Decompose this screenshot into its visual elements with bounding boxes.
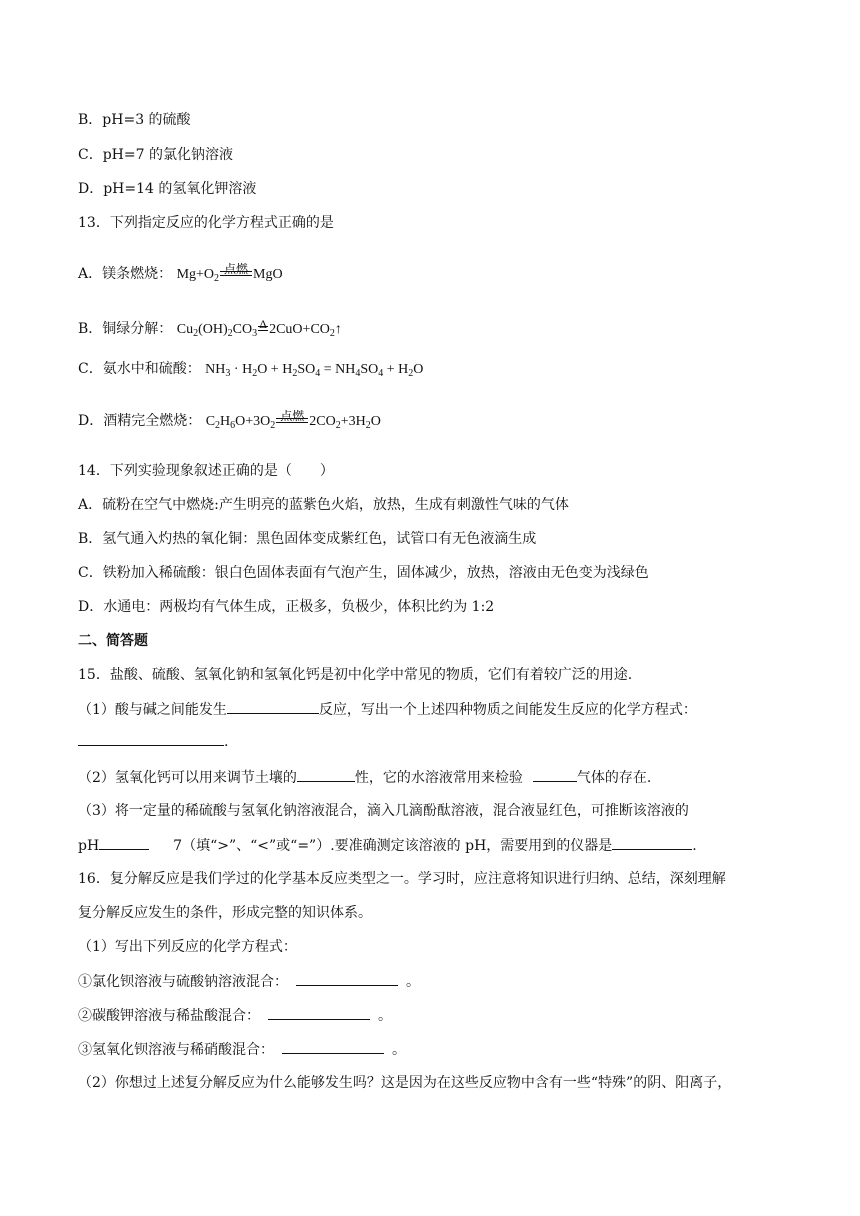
answer-blank[interactable]	[268, 1005, 370, 1020]
q12-option-c: C．pH=7 的氯化钠溶液	[78, 147, 233, 163]
answer-blank[interactable]	[99, 835, 149, 850]
q16-part1: （1）写出下列反应的化学方程式：	[78, 939, 297, 955]
equation-mg-combustion: $Mg+O_2$ 点燃 MgO	[176, 262, 283, 284]
section-heading: 二、简答题	[78, 633, 148, 649]
answer-blank[interactable]	[612, 835, 692, 850]
answer-blank[interactable]	[297, 767, 355, 782]
q16-part1-item2: ②碳酸钾溶液与稀盐酸混合： 。	[78, 1005, 392, 1026]
q13-option-a	[78, 264, 283, 285]
condition-heat: Δ	[259, 317, 267, 331]
q15-part2: （2）氢氧化钙可以用来调节土壤的 性，它的水溶液常用来检验 气体的存在.	[78, 767, 651, 788]
q14-option-d: D．水通电：两极均有气体生成，正极多，负极少，体积比约为 1:2	[78, 599, 495, 615]
option-label: B．铜绿分解：	[78, 321, 173, 337]
answer-blank[interactable]	[296, 971, 398, 986]
q16-part1-item1: ①氯化钡溶液与硫酸钠溶液混合： 。	[78, 971, 420, 992]
answer-blank[interactable]	[78, 731, 224, 746]
q15-part3-continued: pH 7（填“>”、“<”或“=”）.要准确测定该溶液的 pH，需要用到的仪器是 .	[78, 835, 697, 856]
q14-option-c: C．铁粉加入稀硫酸：银白色固体表面有气泡产生，固体减少，放热，溶液由无色变为浅绿色	[78, 565, 649, 581]
q13-option-b	[78, 319, 342, 340]
q15-part3: （3）将一定量的稀硫酸与氢氧化钠溶液混合，滴入几滴酚酞溶液，混合液显红色，可推断该溶液的	[78, 803, 689, 819]
answer-blank[interactable]	[533, 767, 577, 782]
gas-arrow-icon: ↑	[334, 322, 342, 337]
equation-copper-green-decomposition: $Cu_2(OH)_2CO_3$ Δ $2CuO+CO_2↑$	[176, 317, 342, 339]
q16-stem-continued: 复分解反应发生的条件，形成完整的知识体系。	[78, 905, 372, 921]
answer-blank[interactable]	[282, 1039, 384, 1054]
q16-part2: （2）你想过上述复分解反应为什么能够发生吗？这是因为在这些反应物中含有一些“特殊”的阴、阳离子，	[78, 1075, 732, 1091]
equation-ammonia-neutralization: $NH_3 \cdot H_2O + H_2SO_4 = NH_4SO_4 + H_2O$	[205, 362, 424, 379]
q12-option-b: B．pH=3 的硫酸	[78, 112, 191, 128]
q15-part1: （1）酸与碱之间能发生 反应，写出一个上述四种物质之间能发生反应的化学方程式：	[78, 699, 697, 720]
option-label: C．氨水中和硫酸：	[78, 361, 201, 377]
condition-ignite: 点燃	[276, 412, 308, 432]
condition-ignite: 点燃	[220, 265, 252, 285]
q13-stem: 13．下列指定反应的化学方程式正确的是	[78, 215, 334, 231]
q16-part1-item3: ③氢氧化钡溶液与稀硝酸混合： 。	[78, 1039, 406, 1060]
q13-option-c	[78, 359, 423, 380]
q15-stem: 15．盐酸、硫酸、氢氧化钠和氢氧化钙是初中化学中常见的物质，它们有着较广泛的用途.	[78, 667, 633, 683]
answer-blank[interactable]	[227, 699, 319, 714]
equation-ethanol-combustion: $C_2H_6O+3O_2$ 点燃 $2CO_2+3H_2O$	[205, 409, 381, 431]
option-label: A．镁条燃烧：	[78, 266, 173, 282]
q14-stem: 14．下列实验现象叙述正确的是（ ）	[78, 463, 334, 479]
q14-option-b: B．氢气通入灼热的氧化铜：黑色固体变成紫红色，试管口有无色液滴生成	[78, 531, 537, 547]
q14-option-a: A．硫粉在空气中燃烧:产生明亮的蓝紫色火焰，放热，生成有刺激性气味的气体	[78, 497, 569, 513]
q15-part1-continued: .	[78, 731, 228, 752]
q16-stem: 16．复分解反应是我们学过的化学基本反应类型之一。学习时，应注意将知识进行归纳、总结，深刻理解	[78, 871, 726, 887]
q13-option-d	[78, 411, 381, 432]
q12-option-d: D．pH=14 的氢氧化钾溶液	[78, 181, 257, 197]
option-label: D．酒精完全燃烧：	[78, 413, 202, 429]
